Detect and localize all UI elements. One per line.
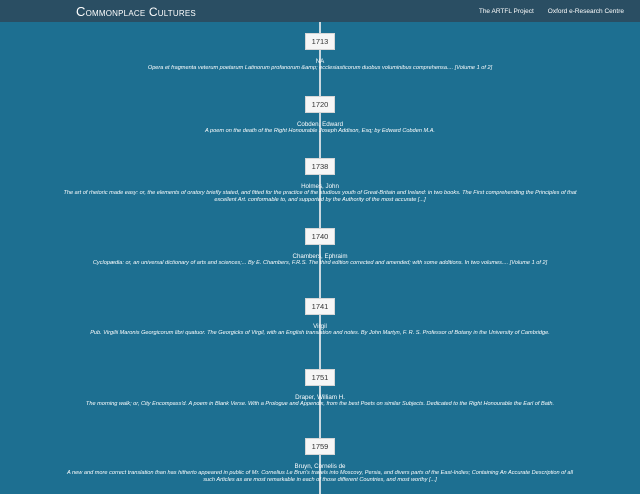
year-badge[interactable]: 1751 — [305, 369, 335, 386]
timeline-entry — [60, 31, 580, 72]
nav-links — [479, 8, 624, 15]
entry-author: Cobden, Edward — [296, 121, 344, 128]
entry-author: Chambers, Ephraim — [292, 253, 348, 260]
site-brand[interactable]: Commonplace Cultures — [76, 3, 196, 19]
timeline-entry — [60, 94, 580, 135]
timeline-entry — [60, 156, 580, 204]
entry-title[interactable]: The morning walk; or, City Encompass'd. A poem in Blank Verse. With a Prologue and Appendix, from the best Poets on similar Subjects. Dedicated to the Right Honourable the Earl of Bath. — [85, 401, 555, 407]
entry-title[interactable]: A poem on the death of the Right Honourable Joseph Addison, Esq; by Edward Cobden M.A. — [204, 128, 435, 134]
timeline-entry — [60, 436, 580, 484]
entry-title[interactable]: The art of rhetoric made easy: or, the elements of oratory briefly stated, and fitted for the practice of the studious youth of Great-Britain and Ireland: in two books. The First comprehending the Principles of that excellent Art. conformable to, and supported by the Authority of the most accurate [...] — [63, 190, 577, 203]
entry-title[interactable]: Cyclopædia: or, an universal dictionary of arts and sciences;... By E. Chambers, F.R.S. The third edition corrected and amended; with some additions. In two volumes.... [Volume 1 of 2] — [92, 260, 548, 266]
entry-author: Virgil — [313, 323, 327, 330]
nav-link-oerc[interactable]: Oxford e-Research Centre — [547, 7, 624, 15]
timeline-entry — [60, 226, 580, 267]
entry-author: Bruyn, Cornelis de — [294, 463, 346, 470]
timeline-entry — [60, 296, 580, 337]
nav-link-artfl[interactable]: The ARTFL Project — [478, 7, 534, 15]
year-badge[interactable]: 1740 — [305, 228, 335, 245]
timeline-entry — [60, 367, 580, 408]
entry-title[interactable]: Opera et fragmenta veterum poetarum Latinorum profanorum &amp; ecclesiasticorum duobus voluminibus comprehensa.... [Volume 1 of 2] — [147, 65, 493, 71]
entry-title[interactable]: A new and more correct translation than has hitherto appeared in public of Mr. Cornelius Le Brun's travels into Moscovy, Persia, and divers parts of the East-Indies; Containing An Accurate Description of all such Articles as are most remarkable in each of those different Countries, and most worthy [...] — [66, 470, 573, 483]
top-navbar — [0, 0, 640, 22]
year-badge[interactable]: 1759 — [305, 438, 335, 455]
entry-author: Holmes, John — [301, 183, 339, 190]
year-badge[interactable]: 1738 — [305, 158, 335, 175]
entry-title[interactable]: Pub. Virgilii Maronis Georgicorum libri quatuor. The Georgicks of Virgil, with an English translation and notes. By John Martyn, F. R. S. Professor of Botany in the University of Cambridge. — [90, 330, 550, 336]
year-badge[interactable]: 1741 — [305, 298, 335, 315]
year-badge[interactable]: 1720 — [305, 96, 335, 113]
year-badge[interactable]: 1713 — [305, 33, 335, 50]
entry-author: Draper, William H. — [295, 394, 345, 401]
entry-author: NA — [315, 58, 325, 65]
timeline — [0, 22, 640, 494]
